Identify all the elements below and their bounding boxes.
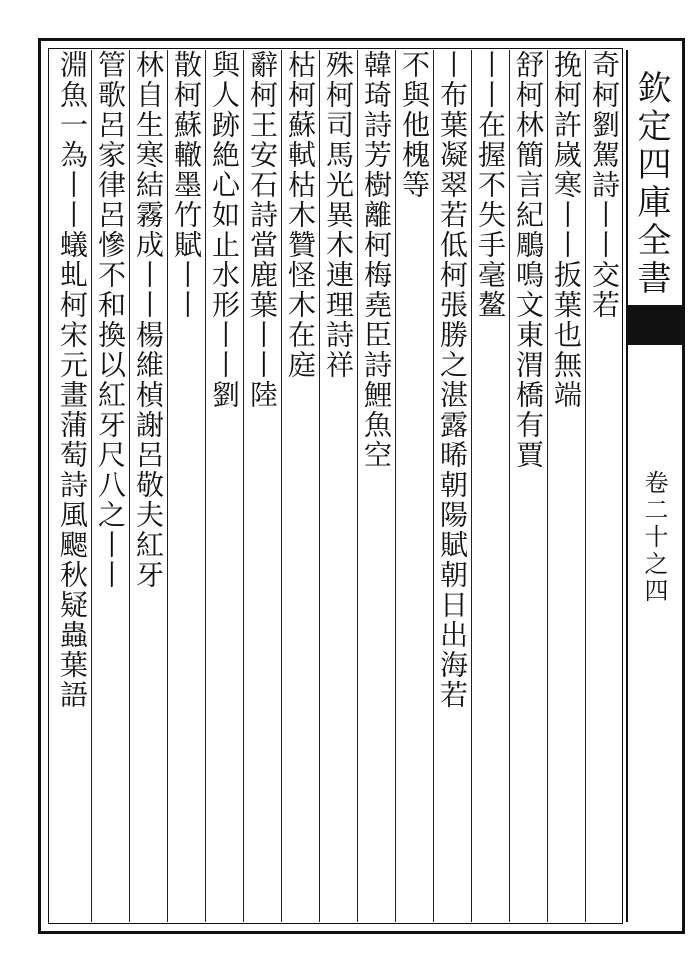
text-column-2: 挽柯許嵗寒丨丨扳葉也無端 bbox=[550, 50, 583, 410]
column-rule bbox=[585, 50, 586, 922]
text-column-7: 韓琦詩芳樹離柯梅堯臣詩鯉魚空 bbox=[360, 50, 393, 470]
text-column-13: 林自生寒結霧成丨丨楊維楨謝呂敬夫紅牙 bbox=[132, 50, 165, 590]
column-rule bbox=[471, 50, 472, 922]
text-column-15: 淵魚一為丨丨蟻虬柯宋元畫蒲萄詩風颸秋疑蟲葉語 bbox=[56, 50, 89, 710]
text-column-1: 奇柯劉駕詩丨丨交若 bbox=[588, 50, 621, 320]
column-rule bbox=[129, 50, 130, 922]
column-rule bbox=[509, 50, 510, 922]
column-rule bbox=[91, 50, 92, 922]
text-column-5: 丨布葉凝翠若低柯張勝之湛露晞朝陽賦朝日出海若 bbox=[436, 50, 469, 710]
column-rule bbox=[547, 50, 548, 922]
text-column-11: 與人跡絶心如止水形丨丨劉 bbox=[208, 50, 241, 410]
text-column-8: 殊柯司馬光異木連理詩祥 bbox=[322, 50, 355, 380]
column-rule bbox=[205, 50, 206, 922]
fish-tail-mark bbox=[628, 305, 682, 345]
text-column-6: 不與他槐等 bbox=[398, 50, 431, 200]
margin-column bbox=[626, 50, 682, 922]
column-rule bbox=[357, 50, 358, 922]
text-column-12: 散柯蘇轍墨竹賦丨丨 bbox=[170, 50, 203, 320]
text-column-10: 辭柯王安石詩當鹿葉丨丨陸 bbox=[246, 50, 279, 410]
column-rule bbox=[433, 50, 434, 922]
column-rule bbox=[243, 50, 244, 922]
book-title: 欽定四庫全書 bbox=[631, 70, 671, 298]
text-column-3: 舒柯林簡言紀鵰鳴文東渭橋有賈 bbox=[512, 50, 545, 470]
text-column-4: 丨丨在握不失手毫鳌 bbox=[474, 50, 507, 320]
volume-label: 卷二十之四 bbox=[640, 470, 668, 605]
text-column-14: 管歌呂家律呂慘不和換以紅牙尺八之丨丨 bbox=[94, 50, 127, 590]
column-rule bbox=[281, 50, 282, 922]
column-rule bbox=[319, 50, 320, 922]
column-rule bbox=[167, 50, 168, 922]
text-column-9: 枯柯蘇軾枯木贊怪木在庭 bbox=[284, 50, 317, 380]
column-rule bbox=[395, 50, 396, 922]
